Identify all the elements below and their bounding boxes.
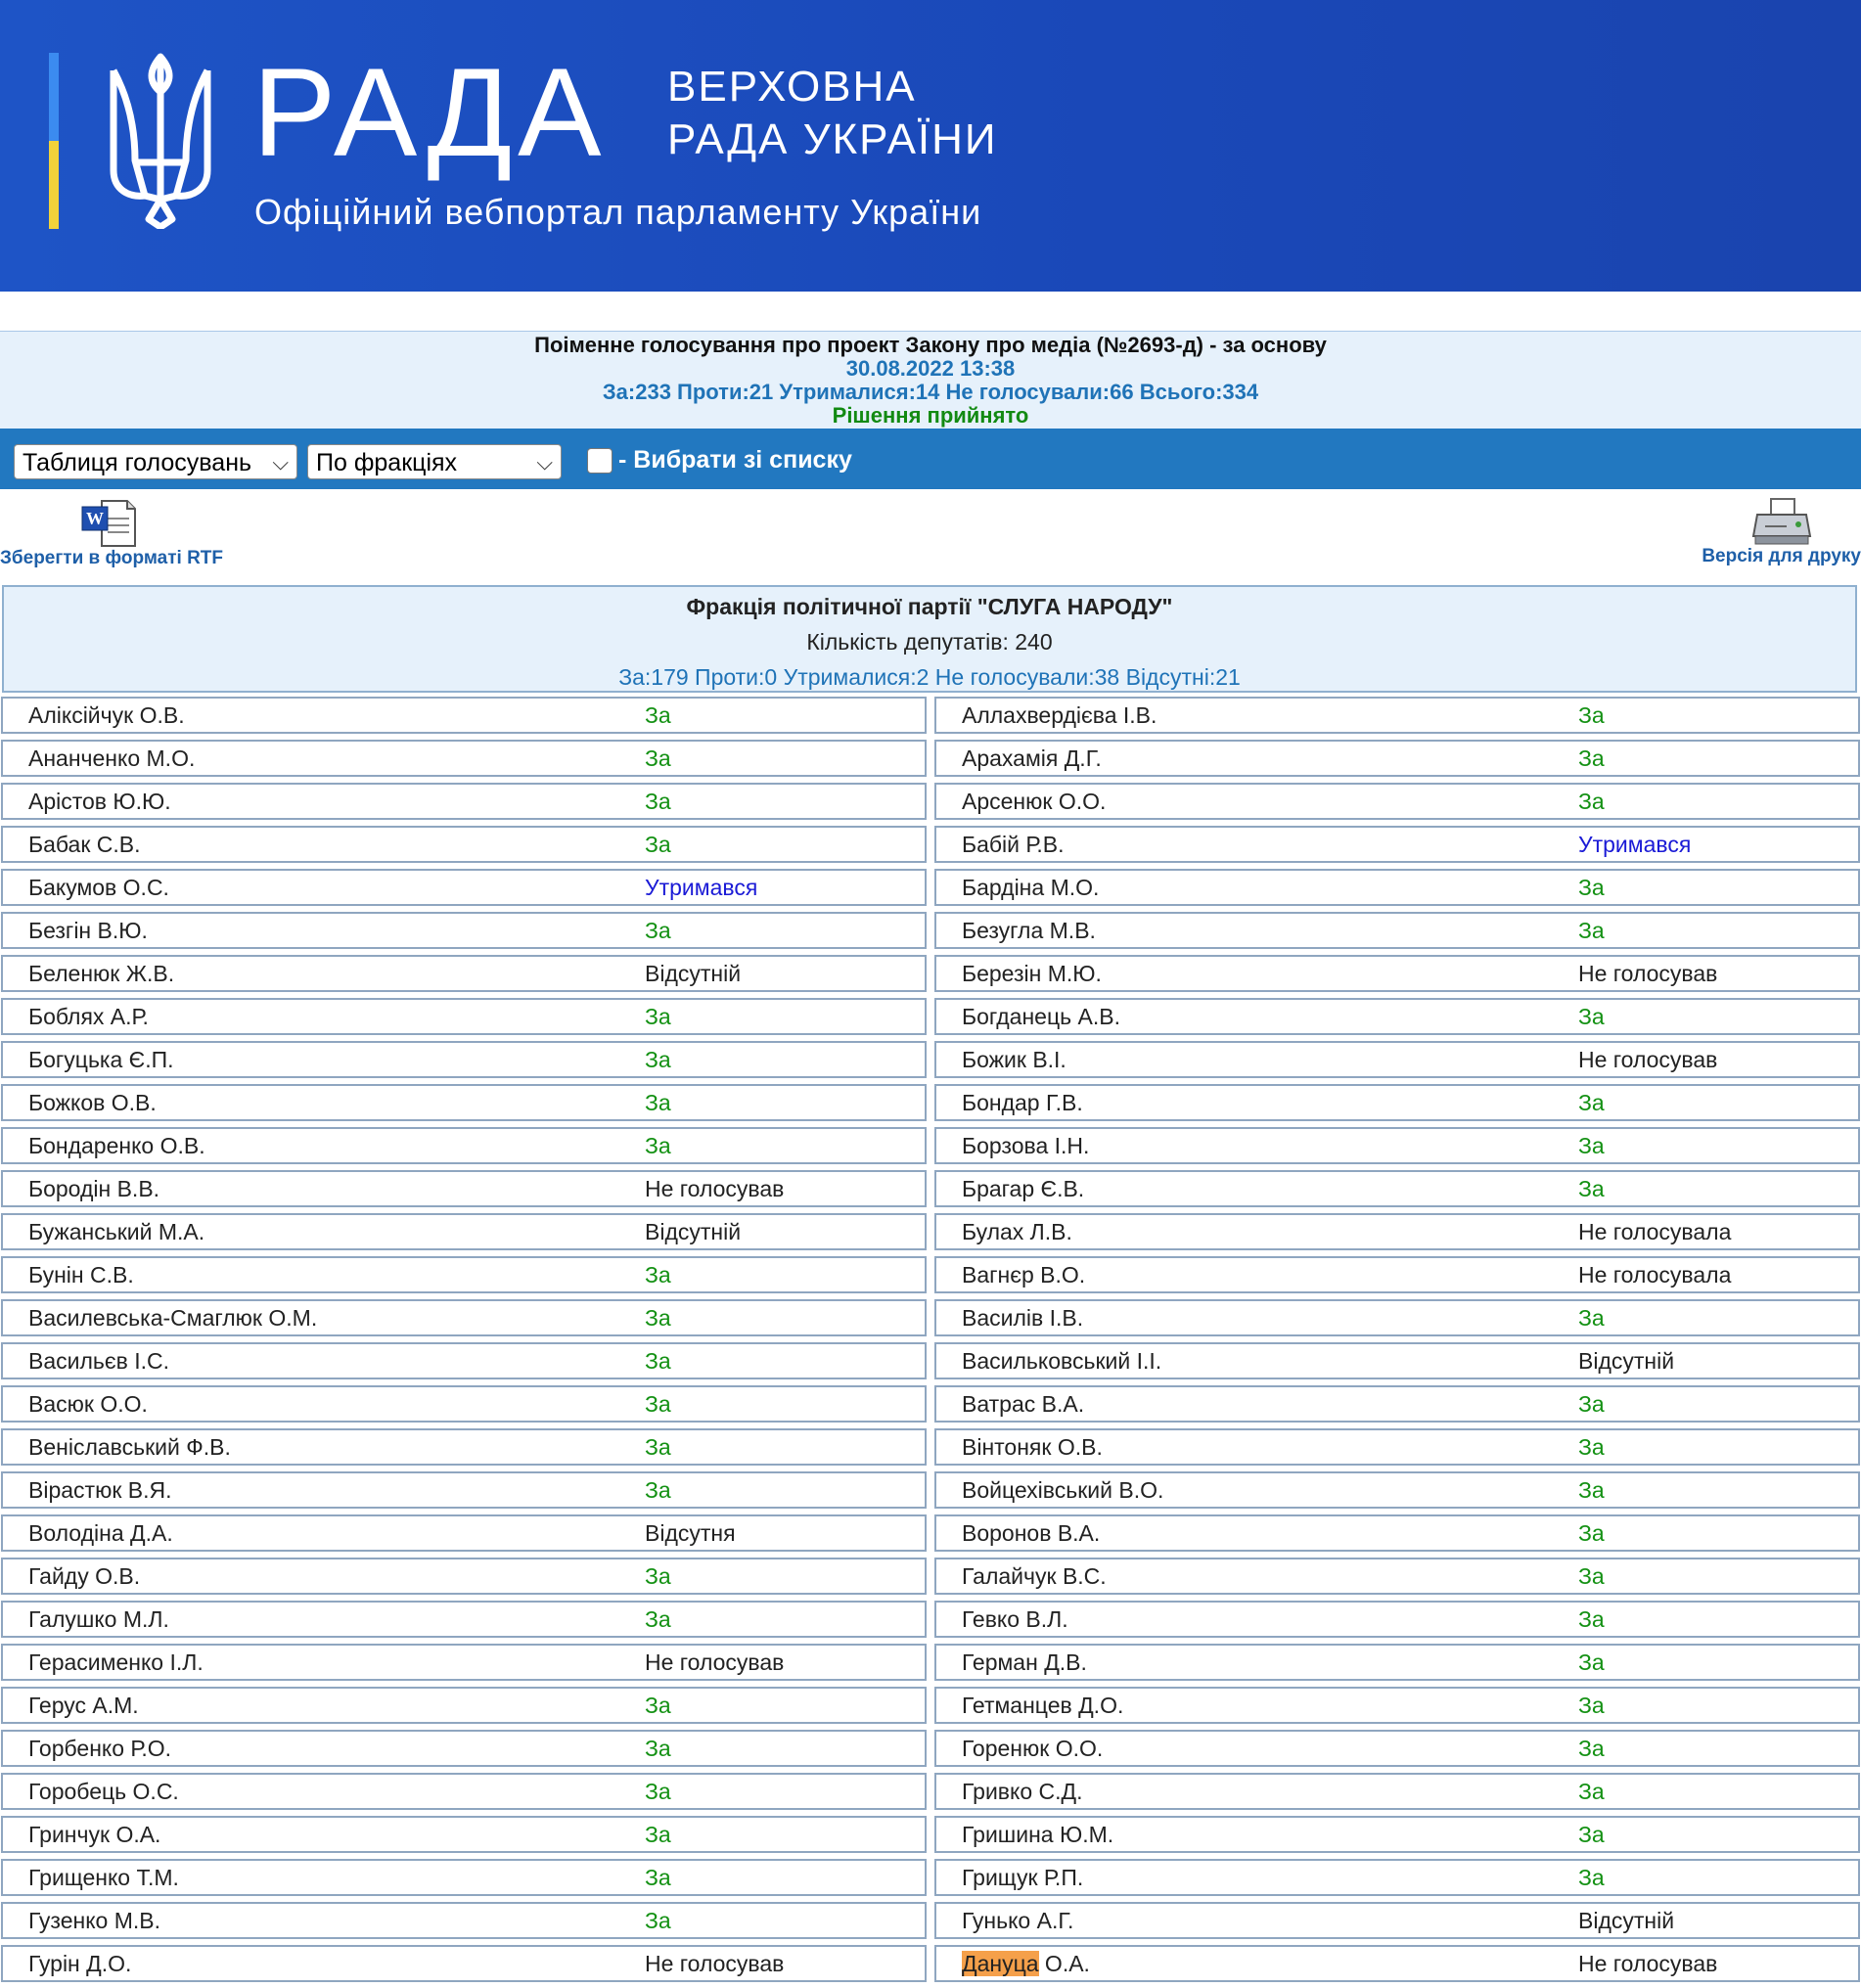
table-row [0, 1299, 1861, 1342]
member-cell [1, 1945, 927, 1982]
vote-datetime: 30.08.2022 13:38 [845, 356, 1016, 381]
table-row [0, 1385, 1861, 1428]
member-cell [1, 1084, 927, 1121]
member-name[interactable]: Бондар Г.В. [962, 1090, 1083, 1115]
member-vote: За [1578, 1865, 1605, 1890]
member-cell [934, 1170, 1860, 1207]
member-name[interactable]: Васильковський І.І. [962, 1348, 1162, 1374]
members-table [0, 697, 1861, 1988]
member-name[interactable]: Гривко С.Д. [962, 1779, 1083, 1804]
coat-of-arms-icon[interactable] [106, 53, 215, 229]
member-name[interactable]: Божков О.В. [28, 1090, 157, 1115]
chevron-down-icon: ⌵ [272, 450, 289, 474]
member-vote: За [645, 1736, 671, 1761]
member-name[interactable]: Бабак С.В. [28, 832, 141, 857]
member-cell [1, 1256, 927, 1293]
table-row [0, 869, 1861, 912]
member-name[interactable]: Герус А.М. [28, 1693, 139, 1718]
member-name[interactable]: Бакумов О.С. [28, 875, 169, 900]
member-vote: За [1578, 1090, 1605, 1115]
member-vote: За [645, 1133, 671, 1158]
member-name[interactable]: Гунько А.Г. [962, 1908, 1074, 1933]
table-row [0, 1945, 1861, 1988]
member-vote: За [645, 702, 671, 728]
member-vote: Відсутній [1578, 1348, 1675, 1374]
site-title [667, 61, 998, 166]
member-cell [1, 955, 927, 992]
view-select[interactable] [14, 444, 297, 479]
member-cell [934, 1127, 1860, 1164]
member-cell [1, 1170, 927, 1207]
member-vote: За [1578, 1305, 1605, 1331]
table-row [0, 1342, 1861, 1385]
member-cell [934, 912, 1860, 949]
member-name[interactable]: Василевська-Смаглюк О.М. [28, 1305, 318, 1331]
member-vote: За [645, 1262, 671, 1288]
member-vote: За [645, 1348, 671, 1374]
group-select-value: По фракціях [316, 449, 458, 476]
member-cell [1, 740, 927, 777]
table-row [0, 826, 1861, 869]
member-vote: За [645, 1693, 671, 1718]
logo-word[interactable]: РАДА [252, 43, 608, 183]
member-cell [934, 1342, 1860, 1379]
member-vote: Не голосувала [1578, 1219, 1732, 1244]
table-row [0, 1902, 1861, 1945]
table-row [0, 1127, 1861, 1170]
member-cell [1, 1299, 927, 1336]
member-name[interactable]: Веніславський Ф.В. [28, 1434, 231, 1460]
member-cell [1, 1902, 927, 1939]
group-select[interactable] [307, 444, 562, 479]
member-vote: За [1578, 1520, 1605, 1546]
member-vote: За [1578, 1649, 1605, 1675]
member-cell [1, 1601, 927, 1638]
member-vote: За [1578, 1779, 1605, 1804]
member-vote: За [645, 1477, 671, 1503]
member-cell [934, 1558, 1860, 1595]
table-row [0, 1170, 1861, 1213]
member-cell [934, 1428, 1860, 1466]
member-name[interactable]: Горенюк О.О. [962, 1736, 1104, 1761]
table-row [0, 1256, 1861, 1299]
member-name[interactable]: Арахамія Д.Г. [962, 746, 1102, 771]
member-vote: За [645, 1563, 671, 1589]
faction-deputy-count: Кількість депутатів: 240 [806, 629, 1053, 655]
table-row [0, 1471, 1861, 1514]
table-row [0, 1558, 1861, 1601]
member-vote: Відсутній [1578, 1908, 1675, 1933]
member-vote: За [1578, 1133, 1605, 1158]
member-cell [934, 1299, 1860, 1336]
member-cell [934, 1256, 1860, 1293]
member-vote: За [645, 1822, 671, 1847]
member-vote: За [1578, 1176, 1605, 1201]
table-row [0, 1773, 1861, 1816]
member-vote: За [1578, 746, 1605, 771]
faction-name: Фракція політичної партії "СЛУГА НАРОДУ" [686, 594, 1173, 619]
member-cell [1, 998, 927, 1035]
member-name[interactable]: Ананченко М.О. [28, 746, 196, 771]
member-cell [1, 1558, 927, 1595]
member-name[interactable]: Грищенко Т.М. [28, 1865, 179, 1890]
member-cell [934, 955, 1860, 992]
member-name[interactable]: Гришина Ю.М. [962, 1822, 1114, 1847]
member-cell [1, 912, 927, 949]
member-cell [934, 1471, 1860, 1509]
site-header [0, 0, 1861, 292]
member-name[interactable]: Богуцька Є.П. [28, 1047, 174, 1072]
member-name[interactable]: Бужанський М.А. [28, 1219, 205, 1244]
member-vote: За [1578, 1606, 1605, 1632]
member-vote: Не голосував [645, 1176, 785, 1201]
member-name[interactable]: Гузенко М.В. [28, 1908, 160, 1933]
member-vote: Утримався [645, 875, 758, 900]
member-vote: За [1578, 702, 1605, 728]
member-cell [1, 783, 927, 820]
member-cell [934, 1213, 1860, 1250]
member-cell [1, 1342, 927, 1379]
table-row [0, 998, 1861, 1041]
member-name[interactable]: Володіна Д.А. [28, 1520, 173, 1546]
svg-text:W: W [86, 509, 104, 528]
member-cell [934, 697, 1860, 734]
table-row [0, 1730, 1861, 1773]
member-cell [1, 869, 927, 906]
member-name[interactable]: Аліксійчук О.В. [28, 702, 185, 728]
member-cell [1, 1730, 927, 1767]
member-name[interactable]: Божик В.І. [962, 1047, 1067, 1072]
table-row [0, 1816, 1861, 1859]
table-row [0, 912, 1861, 955]
member-vote: За [645, 918, 671, 943]
member-name[interactable]: Вагнєр В.О. [962, 1262, 1086, 1288]
member-cell [934, 1041, 1860, 1078]
member-cell [1, 1041, 927, 1078]
member-name[interactable]: Безгін В.Ю. [28, 918, 148, 943]
member-name[interactable]: Гайду О.В. [28, 1563, 141, 1589]
member-name[interactable]: Ватрас В.А. [962, 1391, 1085, 1417]
table-row [0, 1041, 1861, 1084]
member-name[interactable]: Гетманцев Д.О. [962, 1693, 1124, 1718]
table-row [0, 1644, 1861, 1687]
member-name[interactable]: Арістов Ю.Ю. [28, 789, 171, 814]
member-cell [1, 1514, 927, 1552]
member-cell [1, 1687, 927, 1724]
member-name[interactable]: Гурін Д.О. [28, 1951, 132, 1976]
member-cell [934, 1514, 1860, 1552]
member-vote: Не голосував [1578, 1951, 1718, 1976]
member-cell [1, 1816, 927, 1853]
member-vote: За [645, 1090, 671, 1115]
member-name[interactable]: Богданець А.В. [962, 1004, 1120, 1029]
vote-title: Поіменне голосування про проект Закону про медіа (№2693-д) - за основу [534, 333, 1327, 357]
flag-stripe [49, 53, 59, 229]
table-row [0, 1514, 1861, 1558]
table-row [0, 1428, 1861, 1471]
member-cell [934, 783, 1860, 820]
member-cell [934, 826, 1860, 863]
member-cell [1, 1127, 927, 1164]
member-name[interactable]: Беленюк Ж.В. [28, 961, 175, 986]
member-vote: За [1578, 1693, 1605, 1718]
member-name[interactable]: Воронов В.А. [962, 1520, 1101, 1546]
member-cell [934, 1687, 1860, 1724]
member-vote: За [645, 1908, 671, 1933]
member-vote: За [645, 1305, 671, 1331]
faction-header [2, 585, 1857, 693]
member-vote: Утримався [1578, 832, 1692, 857]
vote-result: Рішення прийнято [832, 403, 1029, 428]
member-name[interactable]: Березін М.Ю. [962, 961, 1102, 986]
member-name-rest: О.А. [1038, 1951, 1090, 1976]
member-name[interactable]: Бабій Р.В. [962, 832, 1065, 857]
member-vote: За [645, 1434, 671, 1460]
member-name[interactable]: Гринчук О.А. [28, 1822, 161, 1847]
member-cell [1, 1644, 927, 1681]
member-name[interactable]: Вінтоняк О.В. [962, 1434, 1103, 1460]
table-row [0, 783, 1861, 826]
member-vote: За [645, 1865, 671, 1890]
member-cell [934, 1644, 1860, 1681]
save-rtf-link[interactable]: Зберегти в форматі RTF [0, 548, 224, 568]
member-vote: Відсутній [645, 1219, 742, 1244]
site-title-line2: РАДА УКРАЇНИ [667, 115, 998, 163]
member-cell [934, 1945, 1860, 1982]
member-name[interactable]: Бородін В.В. [28, 1176, 160, 1201]
member-vote: За [1578, 918, 1605, 943]
member-cell [934, 869, 1860, 906]
member-cell [934, 1816, 1860, 1853]
member-name[interactable]: Булах Л.В. [962, 1219, 1072, 1244]
member-cell [1, 1428, 927, 1466]
table-row [0, 740, 1861, 783]
member-vote: Відсутня [645, 1520, 736, 1546]
member-cell [1, 1213, 927, 1250]
member-vote: Не голосував [645, 1951, 785, 1976]
member-name[interactable]: Вірастюк В.Я. [28, 1477, 172, 1503]
table-row [0, 1859, 1861, 1902]
view-select-value: Таблиця голосувань [23, 449, 252, 476]
member-name[interactable]: Горбенко Р.О. [28, 1736, 172, 1761]
member-name[interactable]: Борзова І.Н. [962, 1133, 1090, 1158]
member-vote: За [645, 1004, 671, 1029]
vote-summary [0, 331, 1861, 429]
member-name[interactable]: Гевко В.Л. [962, 1606, 1068, 1632]
member-vote: За [645, 1391, 671, 1417]
table-row [0, 1601, 1861, 1644]
member-vote: За [645, 1047, 671, 1072]
filter-toolbar [0, 429, 1861, 489]
member-name[interactable]: Бондаренко О.В. [28, 1133, 205, 1158]
member-vote: За [645, 1606, 671, 1632]
search-highlight: Дануца [962, 1951, 1039, 1976]
member-cell [1, 1471, 927, 1509]
member-vote: Не голосував [1578, 1047, 1718, 1072]
member-name[interactable]: Аллахвердієва І.В. [962, 702, 1157, 728]
faction-vote-stats: За:179 Проти:0 Утрималися:2 Не голосували:38 Відсутні:21 [618, 664, 1241, 690]
member-vote: Відсутній [645, 961, 742, 986]
member-cell [934, 1385, 1860, 1423]
member-name[interactable]: Безугла М.В. [962, 918, 1096, 943]
chevron-down-icon: ⌵ [536, 450, 553, 474]
member-vote: За [1578, 1563, 1605, 1589]
word-document-icon[interactable] [80, 499, 139, 548]
member-name[interactable]: Брагар Є.В. [962, 1176, 1085, 1201]
member-name[interactable]: Горобець О.С. [28, 1779, 179, 1804]
table-row [0, 955, 1861, 998]
member-cell [934, 1601, 1860, 1638]
member-vote: Не голосував [645, 1649, 785, 1675]
table-row [0, 697, 1861, 740]
select-from-list-checkbox[interactable] [587, 448, 613, 474]
table-row [0, 1084, 1861, 1127]
member-name[interactable]: Грищук Р.П. [962, 1865, 1084, 1890]
member-name[interactable]: Бардіна М.О. [962, 875, 1100, 900]
member-cell [1, 1859, 927, 1896]
member-vote: За [1578, 875, 1605, 900]
select-from-list-label[interactable]: - Вибрати зі списку [618, 446, 852, 474]
member-name[interactable]: Боблях А.Р. [28, 1004, 149, 1029]
member-vote: Не голосувала [1578, 1262, 1732, 1288]
member-cell [1, 697, 927, 734]
member-vote: За [1578, 1736, 1605, 1761]
member-name[interactable]: Бунін С.В. [28, 1262, 134, 1288]
member-vote: За [1578, 1477, 1605, 1503]
member-cell [934, 740, 1860, 777]
table-row [0, 1687, 1861, 1730]
member-name[interactable]: Васюк О.О. [28, 1391, 148, 1417]
table-row [0, 1213, 1861, 1256]
member-vote: За [1578, 1434, 1605, 1460]
member-vote: За [645, 832, 671, 857]
member-name[interactable]: Войцехівський В.О. [962, 1477, 1164, 1503]
member-vote: Не голосував [1578, 961, 1718, 986]
member-vote: За [645, 1779, 671, 1804]
site-title-line1: ВЕРХОВНА [667, 63, 917, 111]
member-name[interactable]: Галушко М.Л. [28, 1606, 169, 1632]
member-cell [1, 1385, 927, 1423]
member-name[interactable] [962, 1947, 1090, 1980]
member-cell [934, 1773, 1860, 1810]
print-version-link[interactable]: Версія для друку [1702, 546, 1861, 566]
vote-counts: За:233 Проти:21 Утрималися:14 Не голосували:66 Всього:334 [602, 380, 1259, 404]
member-vote: За [645, 789, 671, 814]
member-name[interactable]: Герман Д.В. [962, 1649, 1087, 1675]
printer-icon[interactable] [1751, 497, 1812, 546]
member-cell [934, 1902, 1860, 1939]
member-cell [934, 1084, 1860, 1121]
member-vote: За [1578, 789, 1605, 814]
member-vote: За [645, 746, 671, 771]
member-vote: За [1578, 1822, 1605, 1847]
member-name[interactable]: Герасименко І.Л. [28, 1649, 204, 1675]
member-vote: За [1578, 1004, 1605, 1029]
member-vote: За [1578, 1391, 1605, 1417]
member-cell [934, 1859, 1860, 1896]
member-cell [1, 1773, 927, 1810]
member-cell [934, 998, 1860, 1035]
member-cell [934, 1730, 1860, 1767]
member-name[interactable]: Галайчук В.С. [962, 1563, 1107, 1589]
member-cell [1, 826, 927, 863]
site-subtitle: Офіційний вебпортал парламенту України [254, 192, 982, 232]
member-name[interactable]: Арсенюк О.О. [962, 789, 1107, 814]
member-name[interactable]: Васильєв І.С. [28, 1348, 170, 1374]
member-name[interactable]: Василів І.В. [962, 1305, 1084, 1331]
